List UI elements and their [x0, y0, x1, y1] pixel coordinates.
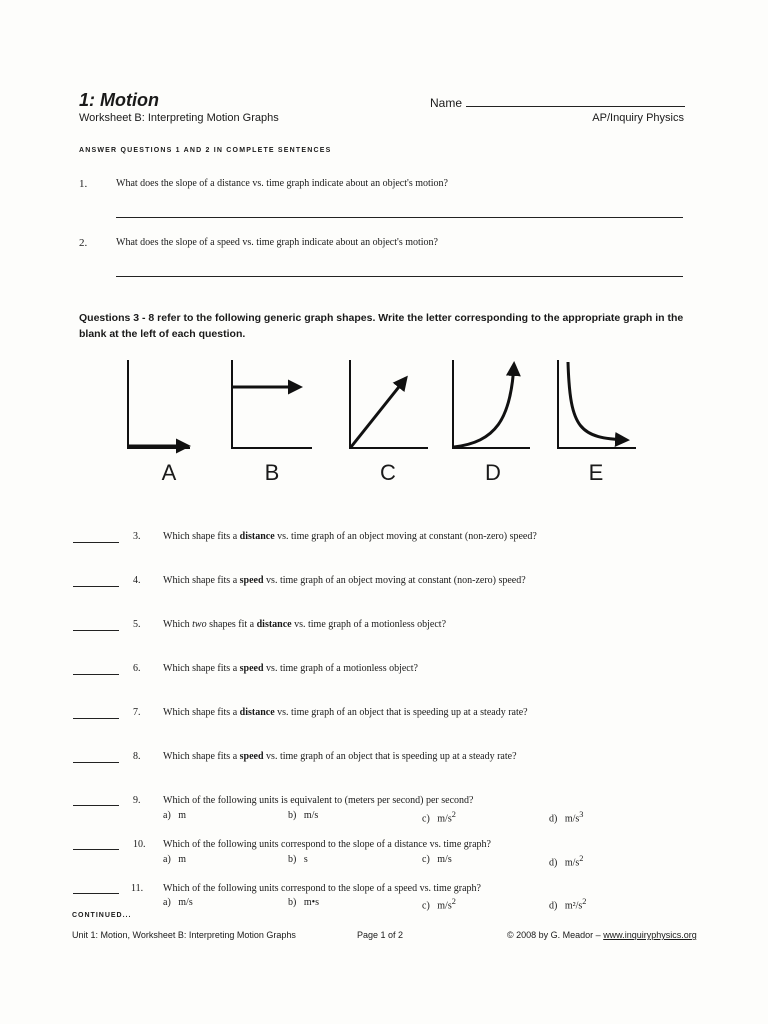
- question-11-option-d: d) $m^2/s^2$: [549, 897, 587, 912]
- graph-label-b: B: [264, 460, 280, 485]
- question-10-answer-blank[interactable]: [73, 849, 119, 850]
- question-9-option-c: c) $m/s^2$: [422, 810, 456, 825]
- question-10-number: 10.: [133, 839, 146, 850]
- question-9-number: 9.: [133, 795, 141, 806]
- question-5-text: Which two shapes fit a distance vs. time graph of a motionless object?: [163, 619, 447, 630]
- worksheet-subtitle: Worksheet B: Interpreting Motion Graphs: [79, 112, 279, 124]
- question-11-option-b: b) m•s: [288, 897, 320, 908]
- question-7-answer-blank[interactable]: [73, 718, 119, 719]
- question-3-answer-blank[interactable]: [73, 542, 119, 543]
- question-9-text: Which of the following units is equivalent to (meters per second) per second?: [163, 795, 474, 806]
- question-11-number: 11.: [131, 883, 144, 894]
- question-11-option-c: c) $m/s^2$: [422, 897, 456, 912]
- question-8-text: Which shape fits a speed vs. time graph of an object that is speeding up at a steady rate?: [163, 751, 517, 762]
- graph-label-c: C: [380, 460, 396, 485]
- graph-e: [558, 360, 636, 448]
- question-3-text: Which shape fits a distance vs. time graph of an object moving at constant (non-zero) speed?: [163, 531, 537, 542]
- question-1-answer-line[interactable]: [116, 217, 683, 218]
- question-8-answer-blank[interactable]: [73, 762, 119, 763]
- instructions-open-questions: ANSWER QUESTIONS 1 AND 2 IN COMPLETE SENTENCES: [79, 147, 332, 154]
- graph-a: [128, 360, 190, 448]
- graph-d: [453, 360, 530, 448]
- question-1-number: 1.: [79, 178, 88, 190]
- question-6-answer-blank[interactable]: [73, 674, 119, 675]
- question-9-option-d: d) $m/s^3$: [549, 810, 584, 825]
- question-11-answer-blank[interactable]: [73, 893, 119, 894]
- question-7-text: Which shape fits a distance vs. time graph of an object that is speeding up at a steady rate?: [163, 707, 528, 718]
- question-6-text: Which shape fits a speed vs. time graph of a motionless object?: [163, 663, 418, 674]
- question-2-answer-line[interactable]: [116, 276, 683, 277]
- question-11-text: Which of the following units correspond to the slope of a speed vs. time graph?: [163, 883, 481, 894]
- question-6-number: 6.: [133, 663, 141, 674]
- question-4-answer-blank[interactable]: [73, 586, 119, 587]
- question-10-option-d: d) $m/s^2$: [549, 854, 584, 869]
- question-10-option-b: b) s: [288, 854, 308, 865]
- footer-page-number: Page 1 of 2: [357, 930, 404, 940]
- instructions-graph-shapes: Questions 3 - 8 refer to the following generic graph shapes. Write the letter corresponding to the appropriate graph in the blank at the left of each question.: [79, 312, 684, 340]
- graph-label-a: A: [161, 460, 177, 485]
- graph-shapes-figure: [0, 350, 768, 460]
- course-label: AP/Inquiry Physics: [592, 112, 684, 124]
- name-label: Name: [430, 96, 463, 110]
- question-10-text: Which of the following units correspond to the slope of a distance vs. time graph?: [163, 839, 491, 850]
- question-4-text: Which shape fits a speed vs. time graph of an object moving at constant (non-zero) speed?: [163, 575, 526, 586]
- graph-c: [350, 360, 428, 448]
- question-7-number: 7.: [133, 707, 141, 718]
- question-2-number: 2.: [79, 237, 88, 249]
- question-4-number: 4.: [133, 575, 141, 586]
- footer-unit-title: Unit 1: Motion, Worksheet B: Interpreting Motion Graphs: [72, 930, 296, 940]
- footer-copyright: © 2008 by G. Meador – www.inquiryphysics.org: [507, 930, 697, 940]
- question-1-text: What does the slope of a distance vs. time graph indicate about an object's motion?: [116, 178, 448, 189]
- worksheet-title: 1: Motion: [79, 90, 159, 110]
- question-10-option-a: a) m: [163, 854, 187, 865]
- graph-label-e: E: [588, 460, 604, 485]
- question-11-option-a: a) m/s: [163, 897, 193, 908]
- question-9-option-a: a) m: [163, 810, 187, 821]
- question-5-answer-blank[interactable]: [73, 630, 119, 631]
- graph-label-d: D: [485, 460, 501, 485]
- graph-b: [232, 360, 312, 448]
- question-10-option-c: c) m/s: [422, 854, 452, 865]
- question-8-number: 8.: [133, 751, 141, 762]
- question-5-number: 5.: [133, 619, 141, 630]
- question-9-answer-blank[interactable]: [73, 805, 119, 806]
- continued-label: CONTINUED...: [72, 912, 132, 919]
- question-9-option-b: b) m/s: [288, 810, 319, 821]
- question-3-number: 3.: [133, 531, 141, 542]
- footer-website-link[interactable]: www.inquiryphysics.org: [603, 930, 697, 940]
- question-2-text: What does the slope of a speed vs. time graph indicate about an object's motion?: [116, 237, 438, 248]
- name-blank-line[interactable]: [466, 106, 685, 107]
